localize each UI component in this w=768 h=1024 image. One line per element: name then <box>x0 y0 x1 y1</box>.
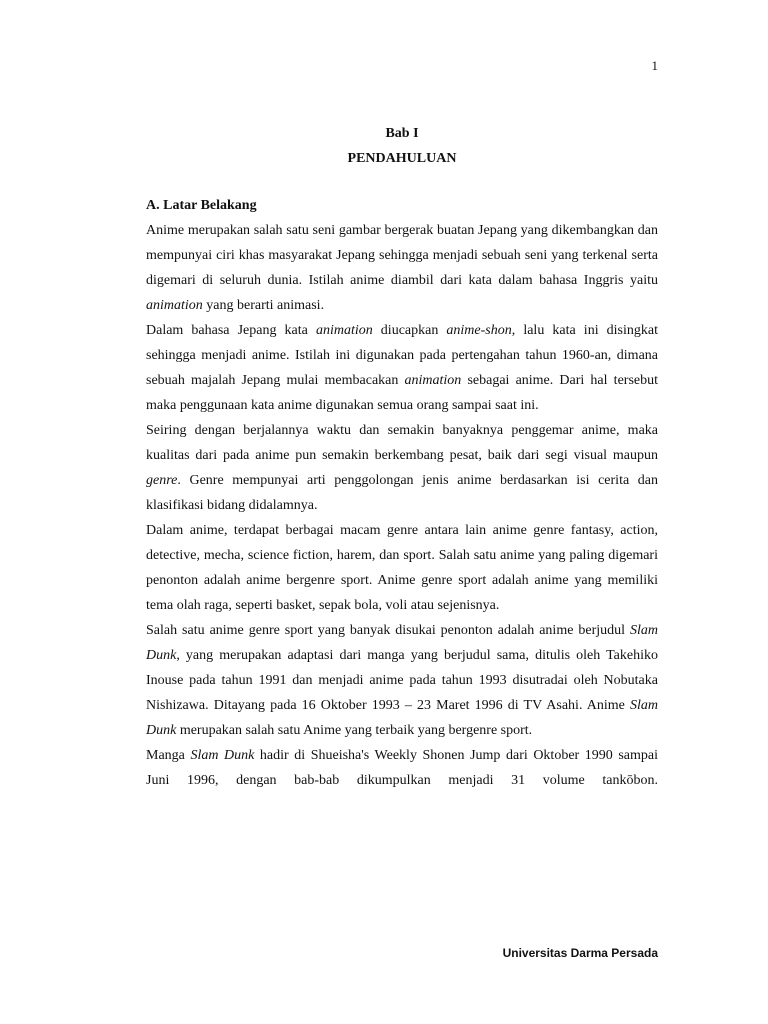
chapter-heading <box>146 121 658 171</box>
section-heading: A. Latar Belakang <box>146 198 257 213</box>
footer-institution: Universitas Darma Persada <box>502 946 658 960</box>
italic-term: Slam Dunk <box>146 623 658 663</box>
text-run: Dalam bahasa Jepang kata <box>146 323 316 338</box>
text-run: yang berarti animasi. <box>202 298 325 313</box>
text-run: Manga <box>146 748 191 763</box>
text-run: hadir di Shueisha's Weekly Shonen Jump dari Oktober 1990 sampai Juni 1996, dengan bab-bab dikumpulkan menjadi 31 volume tankōbon. <box>146 748 658 788</box>
text-run: merupakan salah satu Anime yang terbaik yang bergenre sport. <box>176 723 533 738</box>
text-run: Salah satu anime genre sport yang banyak disukai penonton adalah anime berjudul <box>146 623 630 638</box>
paragraph <box>146 618 658 743</box>
paragraph <box>146 218 658 318</box>
text-run: Seiring dengan berjalannya waktu dan semakin banyaknya penggemar anime, maka kualitas dari pada anime pun semakin berkembang pesat, baik dari segi visual maupun <box>146 423 658 463</box>
italic-term: animation <box>146 298 203 313</box>
chapter-label: Bab I <box>385 126 419 141</box>
text-run: diucapkan <box>372 323 447 338</box>
paragraph <box>146 418 658 518</box>
italic-term: anime-shon <box>446 323 512 338</box>
italic-term: Slam Dunk <box>146 698 658 738</box>
italic-term: animation <box>404 373 462 388</box>
paragraph: Dalam anime, terdapat berbagai macam genre antara lain anime genre fantasy, action, detective, mecha, science fiction, harem, dan sport. Salah satu anime yang paling digemari penonton adalah anime bergenre sport. Anime genre sport adalah anime yang memiliki tema olah raga, seperti basket, sepak bola, voli atau sejenisnya. <box>146 523 658 613</box>
text-run: , lalu kata ini disingkat sehingga menjadi anime. Istilah ini digunakan pada pertengahan tahun 1960-an, dimana sebuah majalah Jepang mulai membacakan <box>146 323 659 388</box>
italic-term: Slam Dunk <box>190 748 255 763</box>
page-number: 1 <box>651 58 658 73</box>
text-run: sebagai anime. Dari hal tersebut maka penggunaan kata anime digunakan semua orang sampai saat ini. <box>146 373 658 413</box>
text-run: Anime merupakan salah satu seni gambar bergerak buatan Jepang yang dikembangkan dan mempunyai ciri khas masyarakat Jepang sehingga menjadi sebuah seni yang terkenal serta digemari di seluruh dunia. Istilah anime diambil dari kata dalam bahasa Inggris yaitu <box>146 223 658 288</box>
italic-term: genre <box>146 473 178 488</box>
paragraph <box>146 743 658 793</box>
chapter-title: PENDAHULUAN <box>347 151 457 166</box>
text-run: . Genre mempunyai arti penggolongan jenis anime berdasarkan isi cerita dan klasifikasi bidang didalamnya. <box>146 473 658 513</box>
paragraph <box>146 318 658 418</box>
document-body <box>146 193 658 793</box>
text-run: , yang merupakan adaptasi dari manga yang berjudul sama, ditulis oleh Takehiko Inouse pada tahun 1991 dan menjadi anime pada tahun 1993 disutradai oleh Nobutaka Nishizawa. Ditayang pada 16 Oktober 1993 – 23 Maret 1996 di TV Asahi. Anime <box>146 648 658 713</box>
italic-term: animation <box>315 323 373 338</box>
